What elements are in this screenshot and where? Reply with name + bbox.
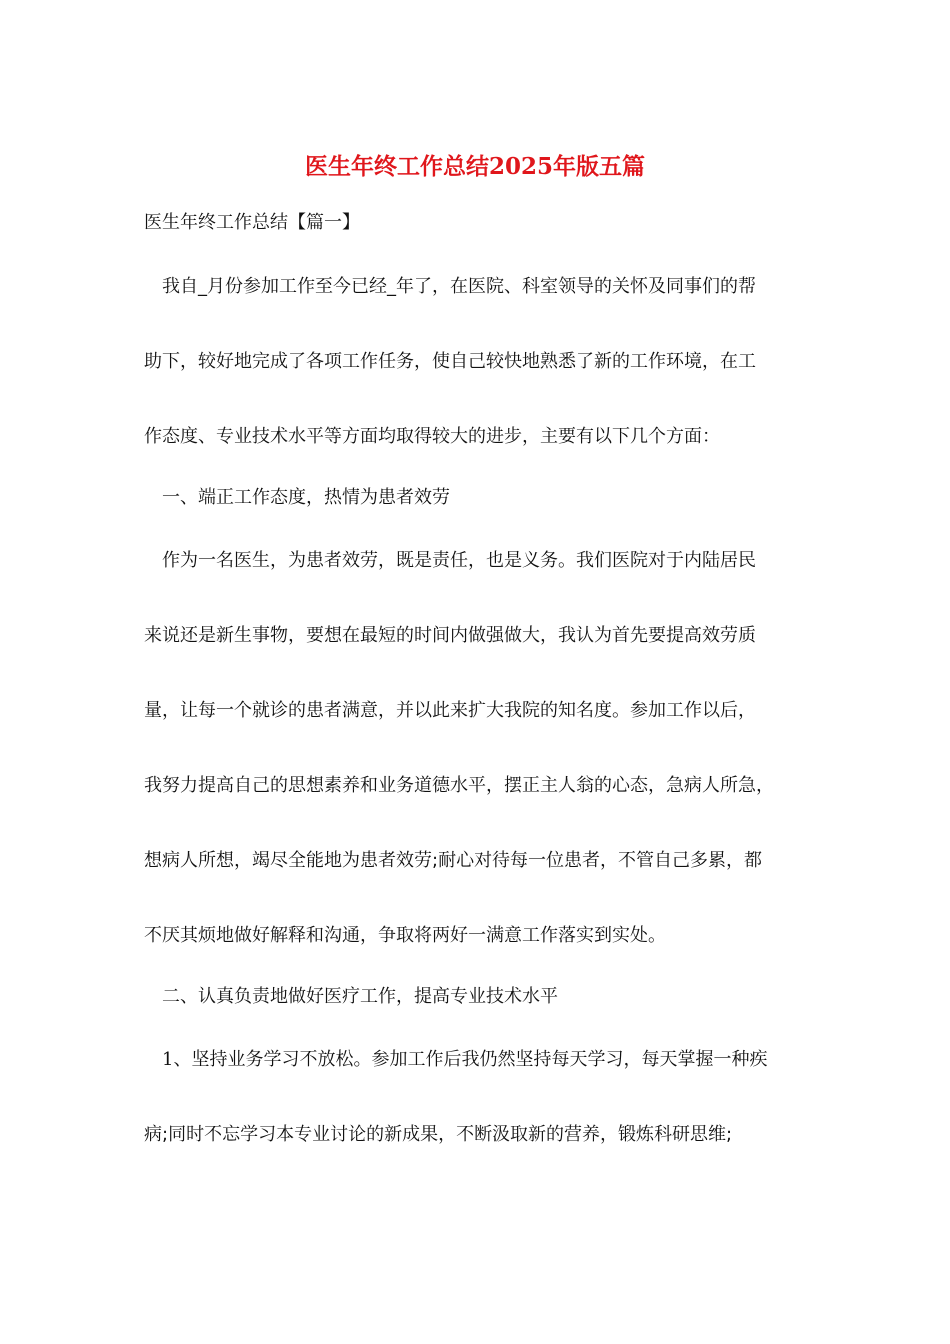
paragraph-line: 来说还是新生事物，要想在最短的时间内做强做大，我认为首先要提高效劳质: [144, 625, 756, 646]
item-text: 、坚持业务学习不放松。参加工作后我仍然坚持每天学习，每天掌握一种疾: [173, 1049, 768, 1070]
section-heading: 医生年终工作总结【篇一】: [144, 212, 360, 233]
paragraph-line: 不厌其烦地做好解释和沟通，争取将两好一满意工作落实到实处。: [144, 925, 666, 946]
paragraph-line: 病;同时不忘学习本专业讨论的新成果，不断汲取新的营养，锻炼科研思维;: [144, 1124, 733, 1145]
numbered-paragraph-line: [162, 1045, 767, 1075]
paragraph-line: 作态度、专业技术水平等方面均取得较大的进步，主要有以下几个方面：: [144, 426, 720, 447]
paragraph-line: 我自_月份参加工作至今已经_年了，在医院、科室领导的关怀及同事们的帮: [162, 276, 756, 297]
document-title: 医生年终工作总结2025年版五篇: [304, 153, 645, 180]
subsection-heading: 一、端正工作态度，热情为患者效劳: [162, 487, 450, 508]
subsection-heading: 二、认真负责地做好医疗工作，提高专业技术水平: [162, 986, 558, 1007]
paragraph-line: 助下，较好地完成了各项工作任务，使自己较快地熟悉了新的工作环境，在工: [144, 351, 756, 372]
item-number: 1: [162, 1049, 174, 1070]
paragraph-line: 作为一名医生，为患者效劳，既是责任，也是义务。我们医院对于内陆居民: [162, 550, 756, 571]
paragraph-line: 量，让每一个就诊的患者满意，并以此来扩大我院的知名度。参加工作以后，: [144, 700, 756, 721]
paragraph-line: 想病人所想，竭尽全能地为患者效劳;耐心对待每一位患者，不管自己多累，都: [144, 850, 763, 871]
paragraph-line: 我努力提高自己的思想素养和业务道德水平，摆正主人翁的心态，急病人所急，: [144, 775, 774, 796]
